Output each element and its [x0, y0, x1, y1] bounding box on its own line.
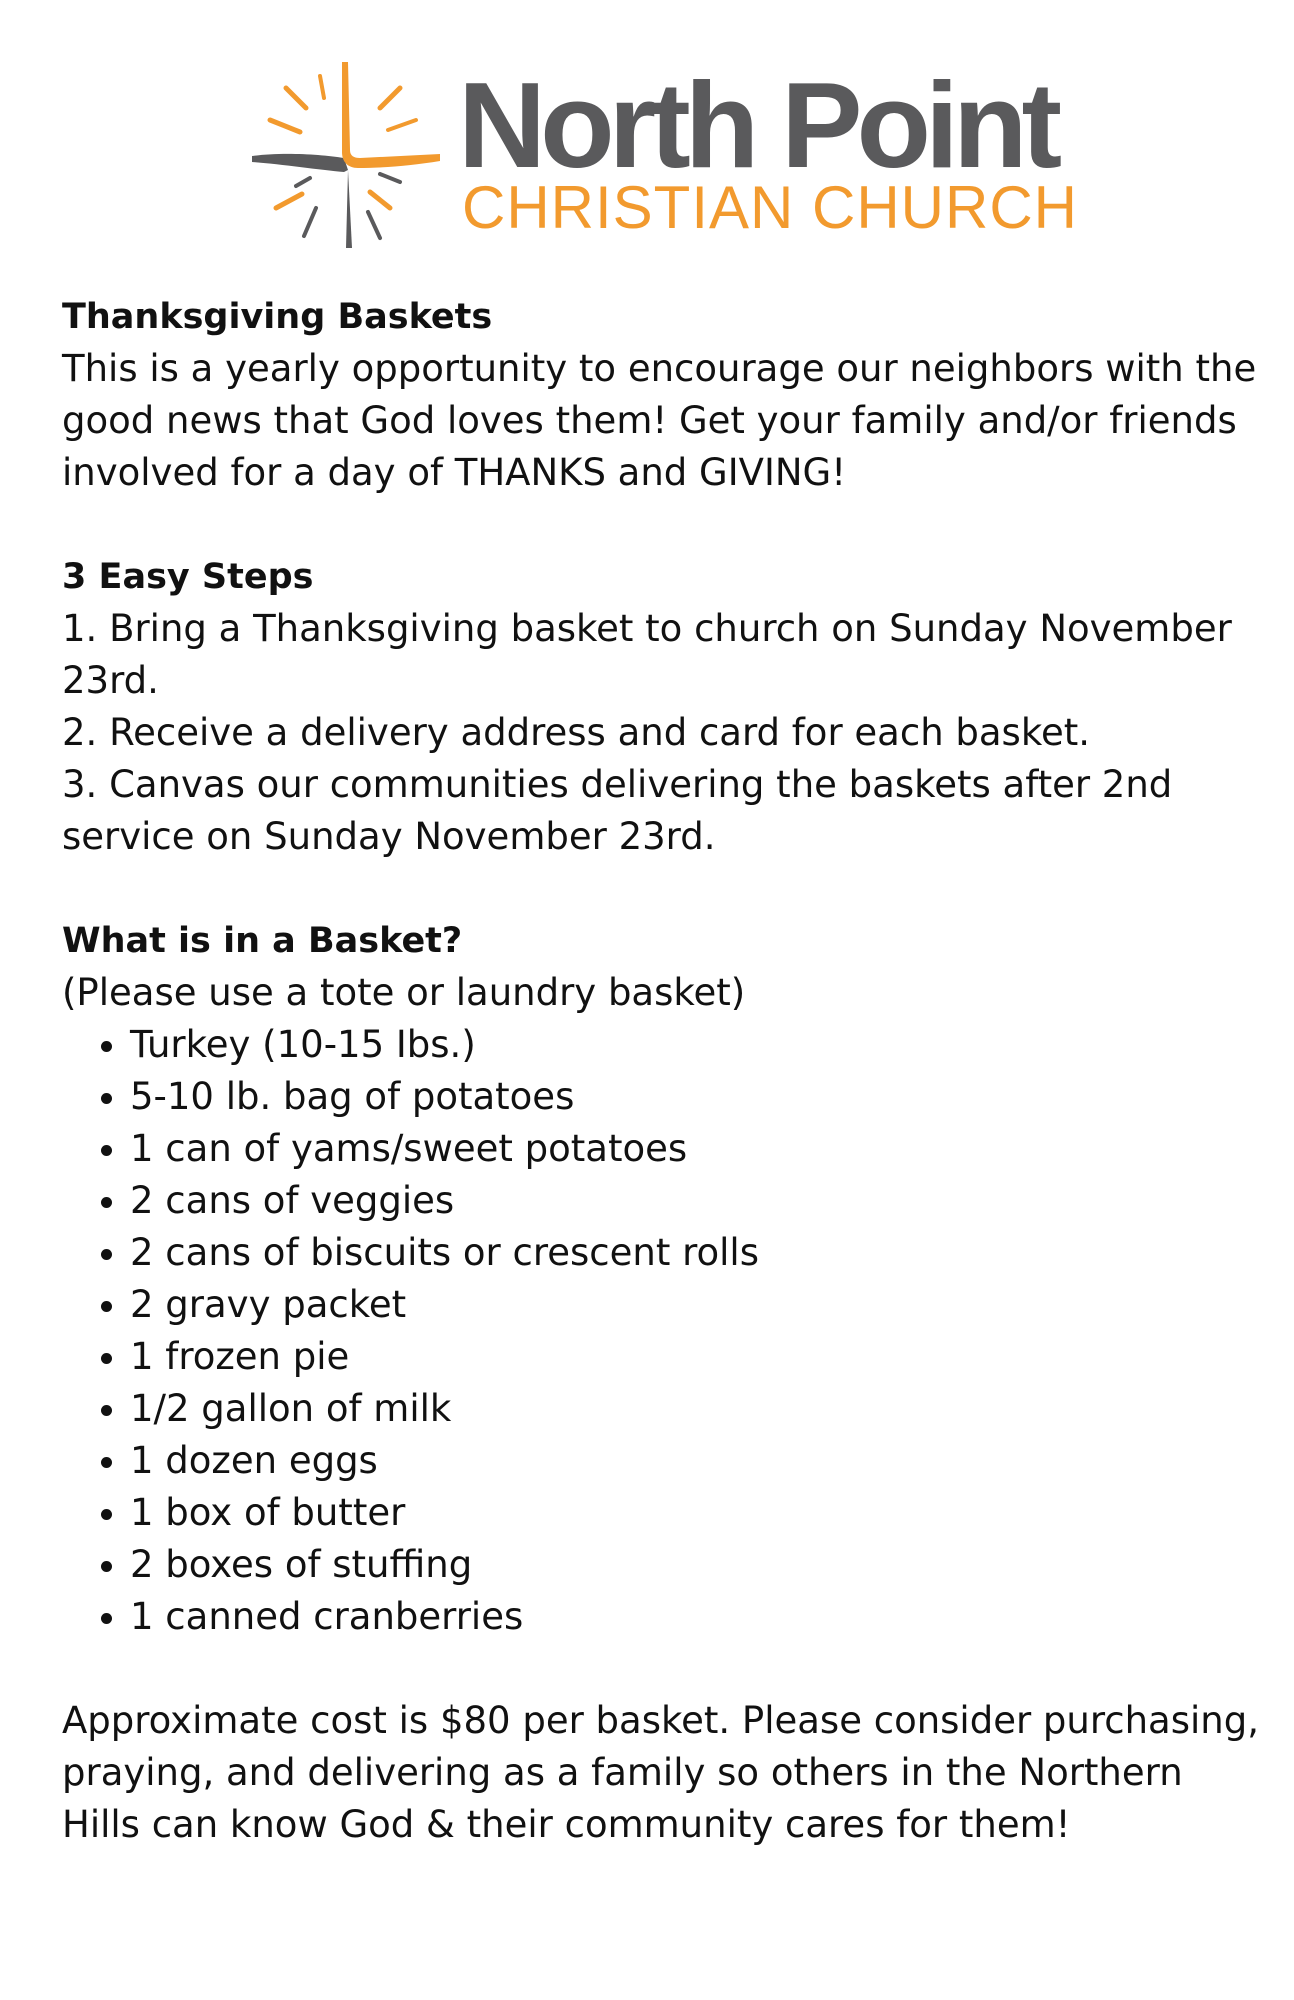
closing-body: Approximate cost is $80 per basket. Please consider purchasing, praying, and delivering as a family so others in the Northern Hills can know God & their community cares for them!: [62, 1699, 1259, 1846]
list-item: • 1/2 gallon of milk: [130, 1383, 1262, 1435]
list-item: • 5-10 lb. bag of potatoes: [130, 1071, 1262, 1123]
intro-heading: Thanksgiving Baskets: [62, 297, 493, 337]
basket-note: (Please use a tote or laundry basket): [62, 971, 746, 1014]
spacer: [62, 863, 1262, 915]
step-3: 3. Canvas our communities delivering the baskets after 2nd service on Sunday November 23rd.: [62, 763, 1173, 858]
list-item: • 2 boxes of stuffing: [130, 1539, 1262, 1591]
basket-list: [62, 1019, 1262, 1643]
list-item: • 1 dozen eggs: [130, 1435, 1262, 1487]
step-1: 1. Bring a Thanksgiving basket to church on Sunday November 23rd.: [62, 607, 1232, 702]
list-item: • 1 frozen pie: [130, 1331, 1262, 1383]
list-item: • 2 gravy packet: [130, 1279, 1262, 1331]
spacer: [62, 1643, 1262, 1695]
church-subtitle: CHRISTIAN CHURCH: [462, 174, 1078, 241]
list-item: • 2 cans of biscuits or crescent rolls: [130, 1227, 1262, 1279]
basket-heading: What is in a Basket?: [62, 921, 463, 961]
flyer-content: [62, 291, 1262, 1851]
intro-body: This is a yearly opportunity to encourage our neighbors with the good news that God loves them! Get your family and/or friends involved for a day of THANKS and GIVING!: [62, 347, 1257, 494]
church-name: North Point: [458, 57, 1057, 193]
list-item: • 1 can of yams/sweet potatoes: [130, 1123, 1262, 1175]
church-logo: [240, 57, 1078, 258]
list-item: • 2 cans of veggies: [130, 1175, 1262, 1227]
spacer: [62, 499, 1262, 551]
cross-burst-icon: [240, 58, 460, 258]
list-item: • 1 canned cranberries: [130, 1591, 1262, 1643]
steps-heading: 3 Easy Steps: [62, 557, 314, 597]
list-item: • Turkey (10-15 Ibs.): [130, 1019, 1262, 1071]
step-2: 2. Receive a delivery address and card for each basket.: [62, 711, 1090, 754]
list-item: • 1 box of butter: [130, 1487, 1262, 1539]
